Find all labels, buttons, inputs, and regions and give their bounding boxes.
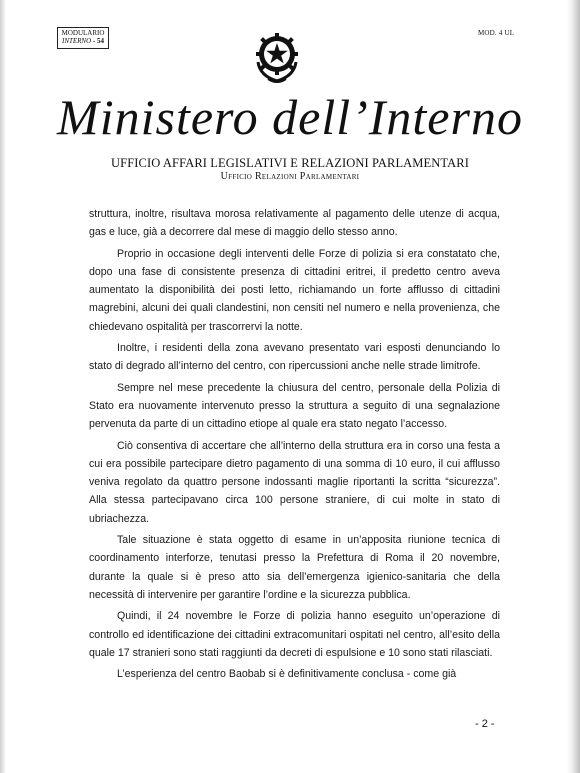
paragraph: Ciò consentiva di accertare che all’interno della struttura era in corso una festa a cui era possibile partecipare dietro pagamento di una somma di 10 euro, il cui afflusso veniva regolato da quattro persone indossanti maglie riportanti la scritta “sicurezza”. Alla stessa partecipavano circa 100 persone straniere, di cui molte in stato di ubriachezza.: [89, 439, 500, 525]
form-code-box: [57, 27, 109, 49]
page-edge-shadow-right: [566, 0, 580, 773]
italian-republic-emblem-icon: [252, 30, 302, 86]
office-subtitle: Ufficio Relazioni Parlamentari: [220, 171, 360, 182]
office-name: UFFICIO AFFARI LEGISLATIVI E RELAZIONI PARLAMENTARI: [111, 156, 469, 170]
paragraph: Tale situazione è stata oggetto di esame in un’apposita riunione tecnica di coordinamento interforze, tenutasi presso la Prefettura di Roma il 20 novembre, durante la quale si è preso atto sia dell’emergenza igienico-sanitaria che della necessità di intervenire per garantire l’ordine e la sicurezza pubblica.: [89, 534, 500, 601]
paragraph: struttura, inoltre, risultava morosa relativamente al pagamento delle utenze di acqua, gas e luce, già a decorrere dal mese di maggio dello stesso anno.: [89, 208, 500, 239]
paragraph: Quindi, il 24 novembre le Forze di polizia hanno eseguito un’operazione di controllo ed identificazione dei cittadini extracomunitari ospitati nel centro, all’esito della quale 17 stranieri sono stati raggiunti da decreti di espulsione e 10 sono stati rilasciati.: [89, 610, 500, 659]
paragraph: L’esperienza del centro Baobab si è definitivamente conclusa - come già: [117, 668, 457, 681]
mod-code: MOD. 4 UL: [478, 29, 515, 37]
page-number: - 2 -: [475, 718, 495, 730]
ministry-title: [50, 82, 530, 152]
ministry-title-text: Ministero dell’Interno: [57, 89, 523, 145]
page-edge-shadow-left: [0, 0, 6, 773]
form-code-line2: INTERNO - 54: [61, 37, 104, 45]
form-code-line1: MODULARIO: [61, 29, 105, 37]
paragraph: Sempre nel mese precedente la chiusura del centro, personale della Polizia di Stato era nuovamente intervenuto presso la struttura a seguito di una segnalazione pervenuta da parte di un cittadino etiope al quale era stato negato l’accesso.: [89, 381, 500, 431]
paragraph: Proprio in occasione degli interventi delle Forze di polizia si era constatato che, dopo una fase di consistente presenza di cittadini eritrei, il predetto centro aveva aumentato la disponibilità dei posti letto, richiamando un forte afflusso di cittadini magrebini, alcuni dei quali clandestini, non censiti nel numero e nella provenienza, che chiedevano ospitalità per trascorrervi la notte.: [89, 247, 500, 333]
paragraph: Inoltre, i residenti della zona avevano presentato vari esposti denunciando lo stato di degrado all’interno del centro, con ripercussioni anche nelle strade limitrofe.: [89, 342, 500, 373]
document-body: [89, 205, 500, 683]
